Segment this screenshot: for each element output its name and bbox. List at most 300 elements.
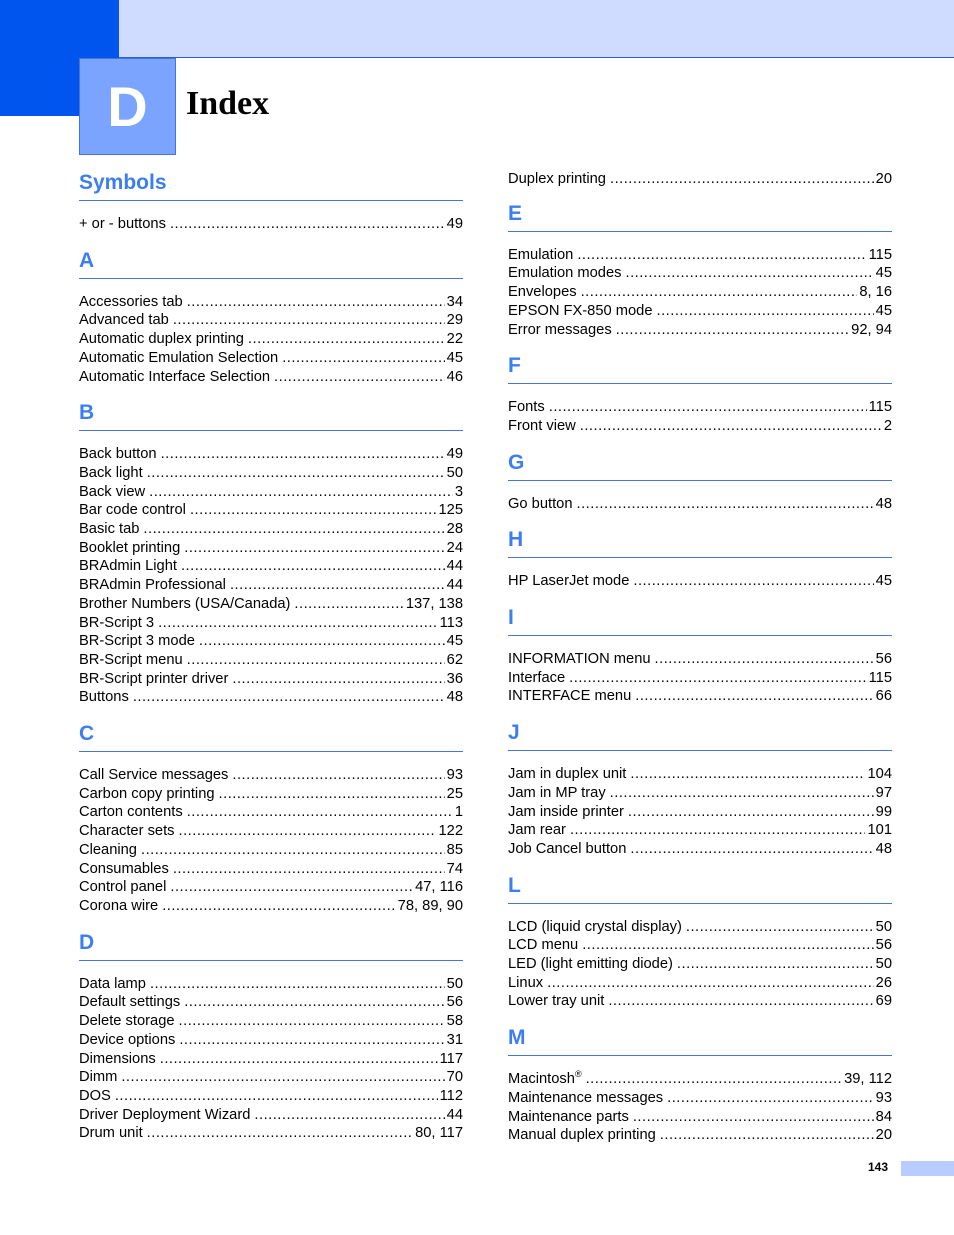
index-page-ref: 47, 116 <box>415 879 463 896</box>
index-term <box>79 330 248 349</box>
index-page-ref: 56 <box>875 651 892 668</box>
dot-leader <box>219 785 445 804</box>
index-term <box>508 821 570 840</box>
dot-leader <box>181 557 445 576</box>
dot-leader <box>179 1031 444 1050</box>
index-term <box>508 803 628 822</box>
index-entry <box>79 330 463 349</box>
index-term-text: Job Cancel button <box>508 840 627 857</box>
index-entry <box>508 784 892 803</box>
index-section <box>508 1023 892 1145</box>
index-page-ref: 93 <box>875 1089 892 1106</box>
index-page-ref: 25 <box>446 785 463 802</box>
index-page-ref: 92, 94 <box>851 321 892 338</box>
index-term-text: BRAdmin Light <box>79 558 177 575</box>
index-term <box>79 632 199 651</box>
index-entry <box>79 975 463 994</box>
index-term <box>508 784 610 803</box>
index-entry <box>79 557 463 576</box>
index-entry <box>79 576 463 595</box>
index-term <box>79 993 184 1012</box>
index-entry <box>508 840 892 859</box>
index-term-text: INTERFACE menu <box>508 688 632 705</box>
dot-leader <box>570 821 866 840</box>
dot-leader <box>115 1087 438 1106</box>
index-term <box>508 246 577 265</box>
index-page-ref: 22 <box>446 331 463 348</box>
dot-leader <box>232 670 444 689</box>
index-entry <box>508 283 892 302</box>
index-entry <box>508 398 892 417</box>
index-term <box>79 785 219 804</box>
index-entry <box>79 1031 463 1050</box>
index-page-ref: 101 <box>867 822 892 839</box>
index-page-ref: 8, 16 <box>859 284 892 301</box>
index-entry <box>79 445 463 464</box>
dot-leader <box>190 501 437 520</box>
dot-leader <box>294 595 403 614</box>
index-entry-list <box>508 246 892 340</box>
index-section <box>508 448 892 514</box>
index-page-ref: 46 <box>446 368 463 385</box>
index-entry-list <box>79 975 463 1143</box>
dot-leader <box>141 841 445 860</box>
index-term <box>79 651 187 670</box>
index-term <box>508 264 625 283</box>
index-term-text: Basic tab <box>79 521 140 538</box>
index-page-ref: 113 <box>439 614 463 631</box>
index-entry <box>79 878 463 897</box>
index-page-ref: 20 <box>875 1127 892 1144</box>
index-page-ref: 112 <box>439 1087 463 1104</box>
index-term-text: Drum unit <box>79 1125 143 1142</box>
index-term-text: HP LaserJet mode <box>508 573 630 590</box>
dot-leader <box>158 614 437 633</box>
index-term <box>79 1087 115 1106</box>
index-entry <box>79 766 463 785</box>
index-term-text: DOS <box>79 1087 111 1104</box>
index-term-text: Jam in duplex unit <box>508 766 627 783</box>
index-section <box>79 246 463 387</box>
dot-leader <box>173 311 445 330</box>
dot-leader <box>147 464 445 483</box>
index-entry <box>508 495 892 514</box>
index-term <box>79 349 282 368</box>
index-entry <box>79 632 463 651</box>
index-term <box>79 688 133 707</box>
dot-leader <box>608 992 873 1011</box>
index-section <box>508 871 892 1012</box>
section-heading: G <box>508 448 892 481</box>
index-section <box>79 398 463 707</box>
index-term-text: + or - buttons <box>79 216 166 232</box>
dot-leader <box>580 417 882 436</box>
section-heading: A <box>79 246 463 279</box>
section-heading: J <box>508 718 892 751</box>
index-page-ref: 26 <box>875 974 892 991</box>
index-term-text: LED (light emitting diode) <box>508 956 673 973</box>
index-term-text: BR-Script 3 mode <box>79 633 195 650</box>
page-title: Index <box>186 85 270 122</box>
index-page-ref: 48 <box>875 495 892 512</box>
index-entry-list <box>508 650 892 706</box>
index-term-text: Back view <box>79 483 146 500</box>
index-term <box>508 417 580 436</box>
index-term <box>508 572 633 591</box>
index-term-text: EPSON FX-850 mode <box>508 302 653 319</box>
index-page-ref: 45 <box>446 633 463 650</box>
dot-leader <box>150 975 445 994</box>
index-entry-list <box>79 215 463 234</box>
dot-leader <box>625 264 873 283</box>
index-term-text: Call Service messages <box>79 767 229 784</box>
index-entry <box>508 669 892 688</box>
index-term <box>508 669 569 688</box>
index-page-ref: 125 <box>438 502 463 519</box>
index-entry <box>79 670 463 689</box>
index-page-ref: 44 <box>446 558 463 575</box>
index-term <box>508 321 616 340</box>
index-term <box>508 936 582 955</box>
index-term <box>508 170 610 189</box>
index-term <box>79 539 184 558</box>
index-page-ref: 84 <box>875 1108 892 1125</box>
index-term <box>79 576 230 595</box>
dot-leader <box>616 321 849 340</box>
index-term <box>508 840 630 859</box>
index-entry <box>79 1068 463 1087</box>
index-term <box>508 398 549 417</box>
index-term <box>79 215 170 234</box>
index-section <box>79 168 463 234</box>
index-page-ref: 34 <box>446 293 463 310</box>
dot-leader <box>187 651 445 670</box>
index-term <box>508 992 608 1011</box>
index-term-text: INFORMATION menu <box>508 651 651 668</box>
dot-leader <box>577 246 866 265</box>
dot-leader <box>147 1124 413 1143</box>
index-term-text: Automatic duplex printing <box>79 331 244 348</box>
index-section <box>508 603 892 706</box>
index-term-text: Dimensions <box>79 1050 156 1067</box>
index-term <box>508 1126 660 1145</box>
index-term-text: Linux <box>508 974 544 991</box>
index-entry <box>79 860 463 879</box>
index-entry-list <box>508 495 892 514</box>
index-term-text: Lower tray unit <box>508 993 605 1010</box>
index-page-ref: 115 <box>868 246 892 263</box>
index-term-text: Brother Numbers (USA/Canada) <box>79 595 291 612</box>
section-heading: H <box>508 525 892 558</box>
index-entry <box>79 993 463 1012</box>
index-entry-list <box>79 293 463 387</box>
index-term <box>79 878 170 897</box>
dot-leader <box>582 936 873 955</box>
index-term-text: Buttons <box>79 689 129 706</box>
index-term-text: Jam inside printer <box>508 803 624 820</box>
index-term-text: Emulation <box>508 246 574 263</box>
index-term-text: Back light <box>79 464 143 481</box>
index-term-text: BR-Script 3 <box>79 614 155 631</box>
index-term <box>79 822 179 841</box>
index-term-text: Device options <box>79 1031 176 1048</box>
dot-leader <box>199 632 445 651</box>
index-term <box>79 293 187 312</box>
index-entry <box>79 841 463 860</box>
dot-leader <box>586 1070 842 1089</box>
index-term-text: Duplex printing <box>508 171 606 187</box>
index-term <box>79 1068 121 1087</box>
index-entry <box>508 803 892 822</box>
index-section <box>79 719 463 916</box>
index-term-text: Carton contents <box>79 804 183 821</box>
dot-leader <box>149 483 453 502</box>
dot-leader <box>160 1050 438 1069</box>
index-page-ref: 56 <box>875 937 892 954</box>
index-entry <box>508 955 892 974</box>
index-entry <box>79 785 463 804</box>
index-term-text: Cleaning <box>79 841 137 858</box>
index-term <box>508 955 677 974</box>
index-entry <box>79 501 463 520</box>
index-term <box>79 464 147 483</box>
index-page-ref: 49 <box>446 446 463 463</box>
index-term <box>508 765 630 784</box>
index-term <box>79 670 232 689</box>
index-entry <box>79 215 463 234</box>
index-section <box>508 718 892 859</box>
dot-leader <box>133 688 445 707</box>
dot-leader <box>633 1108 874 1127</box>
index-page-ref: 50 <box>446 464 463 481</box>
index-term-text: Front view <box>508 417 576 434</box>
index-term-text: Fonts <box>508 399 545 416</box>
index-term <box>79 860 173 879</box>
index-entry <box>508 821 892 840</box>
index-term-text: Jam rear <box>508 822 566 839</box>
section-heading: Symbols <box>79 168 463 201</box>
index-page-ref: 3 <box>454 483 463 500</box>
index-page-ref: 24 <box>446 539 463 556</box>
index-term <box>79 1124 147 1143</box>
index-page-ref: 48 <box>875 840 892 857</box>
index-entry <box>508 974 892 993</box>
dot-leader <box>121 1068 444 1087</box>
index-term-text: Macintosh <box>508 1071 575 1088</box>
index-term <box>508 650 655 669</box>
index-term-text: LCD menu <box>508 937 579 954</box>
index-page-ref: 58 <box>446 1013 463 1030</box>
index-page-ref: 45 <box>875 302 892 319</box>
index-term <box>79 520 143 539</box>
index-term <box>508 974 547 993</box>
index-entry <box>79 822 463 841</box>
section-heading: E <box>508 199 892 232</box>
index-term <box>79 841 141 860</box>
index-page-ref: 74 <box>446 860 463 877</box>
index-section <box>508 525 892 591</box>
index-term <box>79 975 150 994</box>
index-term-text: Advanced tab <box>79 312 169 329</box>
index-page-ref: 1 <box>454 804 463 821</box>
dot-leader <box>179 822 437 841</box>
index-term-text: Automatic Interface Selection <box>79 368 271 385</box>
index-entry <box>508 650 892 669</box>
index-page-ref: 80, 117 <box>415 1125 463 1142</box>
dot-leader <box>610 784 874 803</box>
index-entry <box>79 483 463 502</box>
index-section <box>79 928 463 1143</box>
index-entry <box>79 688 463 707</box>
index-column-right <box>508 168 892 1157</box>
dot-leader <box>170 878 413 897</box>
index-page-ref: 44 <box>446 577 463 594</box>
index-entry <box>79 897 463 916</box>
index-term <box>508 918 686 937</box>
index-page-ref: 2 <box>883 417 892 434</box>
dot-leader <box>581 283 858 302</box>
index-page-ref: 45 <box>875 265 892 282</box>
index-term-text: Bar code control <box>79 502 186 519</box>
section-heading: M <box>508 1023 892 1056</box>
index-term <box>79 1050 160 1069</box>
dot-leader <box>677 955 874 974</box>
index-entry <box>79 595 463 614</box>
index-term <box>508 1108 633 1127</box>
index-page-ref: 45 <box>446 349 463 366</box>
index-entry <box>508 1126 892 1145</box>
index-page-ref: 50 <box>875 956 892 973</box>
dot-leader <box>549 398 867 417</box>
index-term <box>79 766 232 785</box>
index-entry <box>508 246 892 265</box>
index-entry <box>508 765 892 784</box>
index-entry-list <box>508 170 892 189</box>
section-heading: B <box>79 398 463 431</box>
index-entry <box>508 1089 892 1108</box>
index-term-text: Booklet printing <box>79 539 181 556</box>
index-term-text: BR-Script menu <box>79 651 183 668</box>
index-page-ref: 20 <box>875 171 892 187</box>
index-entry <box>79 464 463 483</box>
index-entry <box>508 1108 892 1127</box>
dot-leader <box>655 650 874 669</box>
index-term-text: Automatic Emulation Selection <box>79 349 279 366</box>
dot-leader <box>143 520 444 539</box>
index-term-text: Accessories tab <box>79 293 183 310</box>
index-term <box>79 1106 254 1125</box>
page-number-tab <box>901 1161 954 1176</box>
index-entry <box>79 614 463 633</box>
index-entry <box>79 293 463 312</box>
dot-leader <box>187 803 453 822</box>
dot-leader <box>577 495 874 514</box>
dot-leader <box>162 897 395 916</box>
dot-leader <box>274 368 445 387</box>
index-entry <box>508 572 892 591</box>
index-term <box>79 368 274 387</box>
index-term <box>79 501 190 520</box>
dot-leader <box>187 293 445 312</box>
index-entry <box>79 1124 463 1143</box>
index-term <box>79 595 294 614</box>
index-entry <box>508 321 892 340</box>
dot-leader <box>630 765 865 784</box>
index-term <box>79 445 161 464</box>
index-term-text: Maintenance parts <box>508 1108 629 1125</box>
dot-leader <box>667 1089 874 1108</box>
index-page-ref: 137, 138 <box>405 595 463 612</box>
index-entry-list <box>79 445 463 707</box>
index-term-text: Control panel <box>79 879 167 896</box>
index-entry-list <box>508 572 892 591</box>
index-entry <box>79 1087 463 1106</box>
index-term <box>508 302 657 321</box>
dot-leader <box>248 330 445 349</box>
index-page-ref: 62 <box>446 651 463 668</box>
index-entry <box>508 417 892 436</box>
dot-leader <box>633 572 873 591</box>
index-page-ref: 70 <box>446 1069 463 1086</box>
index-page-ref: 99 <box>875 803 892 820</box>
index-entry <box>79 520 463 539</box>
section-heading: C <box>79 719 463 752</box>
index-page-ref: 44 <box>446 1106 463 1123</box>
index-page-ref: 50 <box>875 918 892 935</box>
index-term-text: Interface <box>508 669 566 686</box>
index-page-ref: 69 <box>875 993 892 1010</box>
dot-leader <box>254 1106 444 1125</box>
dot-leader <box>161 445 445 464</box>
index-term <box>79 311 173 330</box>
index-entry-list <box>79 766 463 916</box>
index-entry-list <box>508 1070 892 1145</box>
index-term <box>79 897 162 916</box>
index-entry <box>508 936 892 955</box>
index-term-text: Carbon copy printing <box>79 785 215 802</box>
index-page-ref: 115 <box>868 669 892 686</box>
index-page-ref: 85 <box>446 841 463 858</box>
index-entry <box>508 992 892 1011</box>
index-term <box>508 495 577 514</box>
index-term-text: Envelopes <box>508 284 577 301</box>
index-entry <box>79 1012 463 1031</box>
dot-leader <box>184 539 444 558</box>
index-entry <box>79 349 463 368</box>
dot-leader <box>635 687 873 706</box>
index-entry <box>508 302 892 321</box>
index-entry <box>79 1106 463 1125</box>
index-entry <box>79 803 463 822</box>
index-page-ref: 78, 89, 90 <box>397 897 463 914</box>
dot-leader <box>184 993 444 1012</box>
dot-leader <box>610 170 874 189</box>
index-page-ref: 93 <box>446 767 463 784</box>
dot-leader <box>232 766 444 785</box>
page-number: 143 <box>868 1160 889 1174</box>
index-entry-list <box>508 398 892 435</box>
chapter-letter-box: D <box>79 58 176 155</box>
index-entry <box>508 1070 892 1089</box>
index-page-ref: 29 <box>446 312 463 329</box>
index-term-text: Delete storage <box>79 1013 175 1030</box>
index-page-ref: 97 <box>875 784 892 801</box>
dot-leader <box>657 302 874 321</box>
dot-leader <box>569 669 866 688</box>
index-term-text: Corona wire <box>79 897 159 914</box>
dot-leader <box>686 918 874 937</box>
dot-leader <box>628 803 874 822</box>
